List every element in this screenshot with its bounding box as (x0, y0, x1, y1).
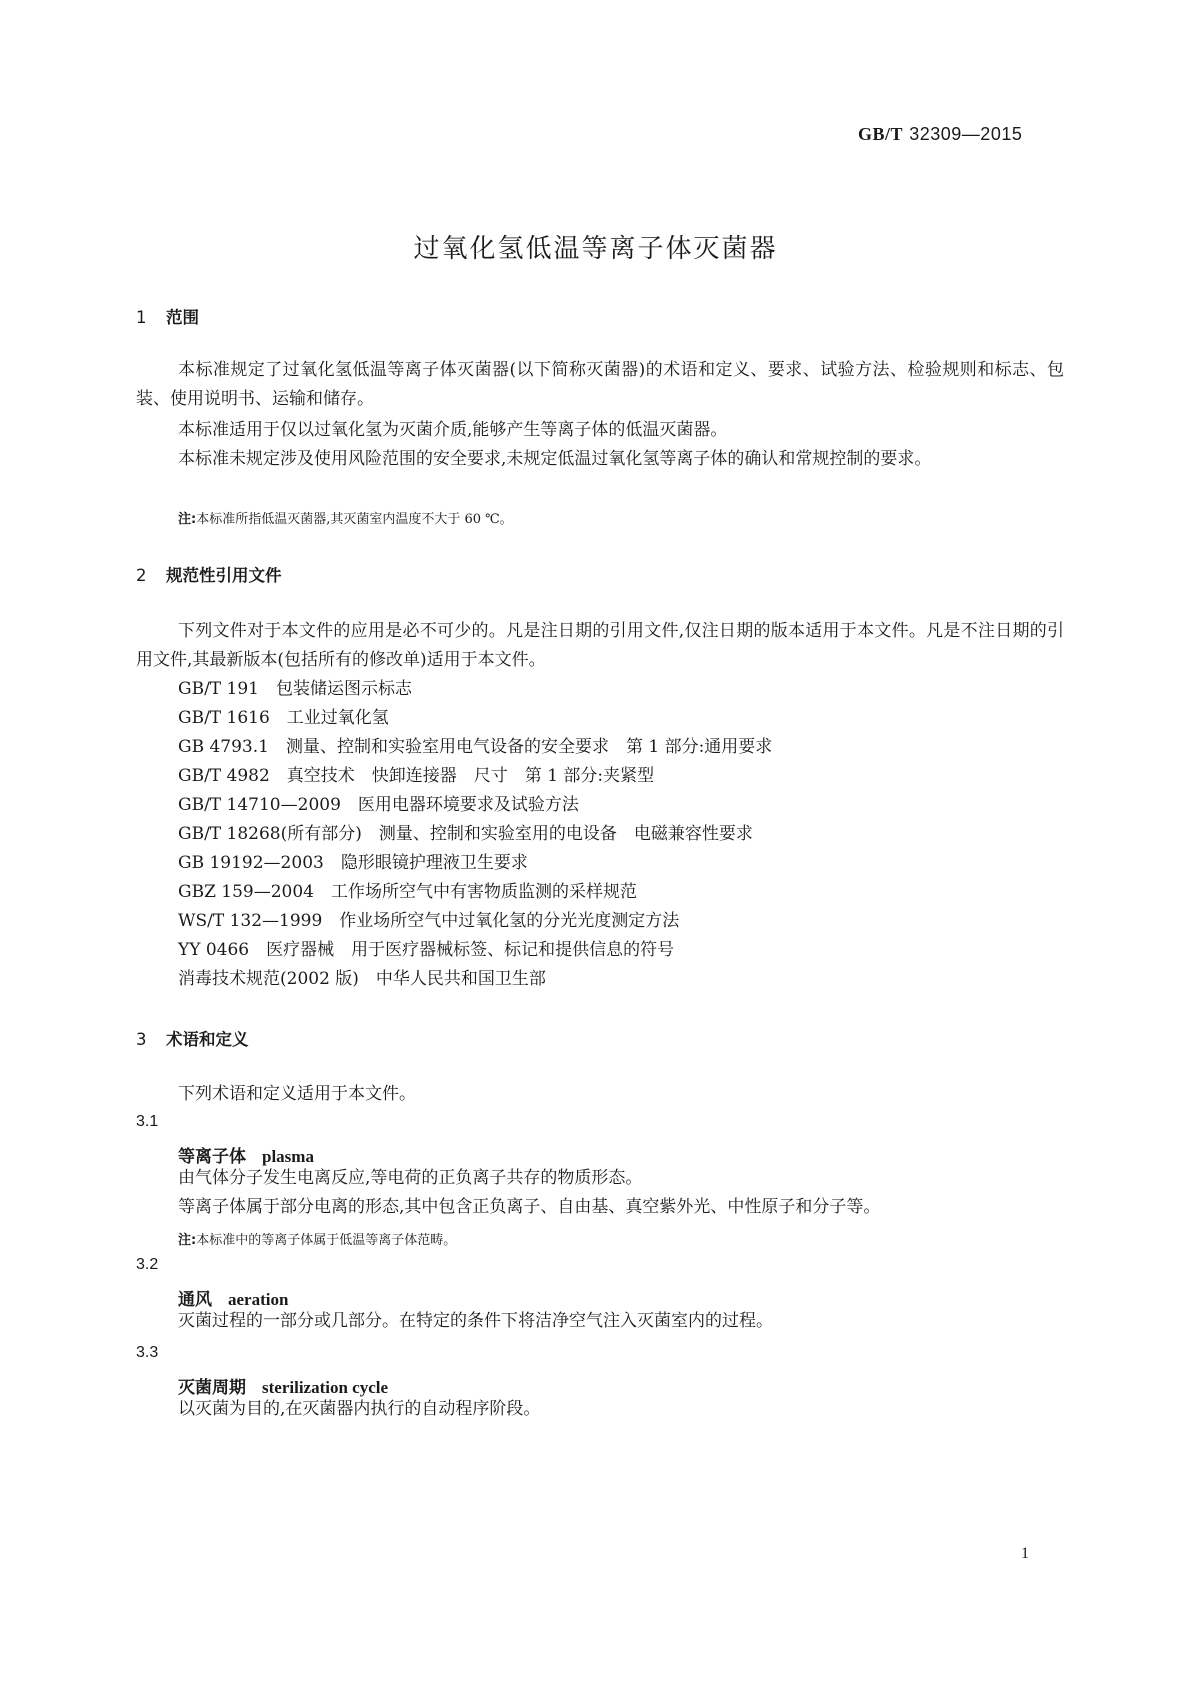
scope-note (178, 508, 513, 527)
standard-code: 32309—2015 (909, 124, 1023, 144)
standard-number (858, 124, 1022, 145)
section-title: 范围 (166, 308, 199, 327)
section-title: 规范性引用文件 (166, 566, 282, 585)
note-label: 注: (178, 512, 197, 527)
scope-paragraph-1: 本标准规定了过氧化氢低温等离子体灭菌器(以下简称灭菌器)的术语和定义、要求、试验方法、检验规则和标志、包装、使用说明书、运输和储存。 (136, 360, 1064, 409)
reference-item: 消毒技术规范(2002 版) 中华人民共和国卫生部 (178, 969, 546, 989)
reference-item: GB 4793.1 测量、控制和实验室用电气设备的安全要求 第 1 部分:通用要求 (178, 737, 773, 757)
section-2-heading (136, 562, 282, 586)
term-english: aeration (228, 1290, 289, 1309)
reference-item: GBZ 159—2004 工作场所空气中有害物质监测的采样规范 (178, 882, 637, 902)
reference-item: GB/T 191 包装储运图示标志 (178, 679, 412, 699)
reference-item: GB/T 18268(所有部分) 测量、控制和实验室用的电设备 电磁兼容性要求 (178, 824, 753, 844)
reference-item: YY 0466 医疗器械 用于医疗器械标签、标记和提供信息的符号 (178, 940, 675, 960)
section-number: 1 (136, 308, 147, 327)
term-english: sterilization cycle (262, 1378, 389, 1397)
term-definition: 以灭菌为目的,在灭菌器内执行的自动程序阶段。 (178, 1399, 541, 1419)
scope-paragraph-2: 本标准适用于仅以过氧化氢为灭菌介质,能够产生等离子体的低温灭菌器。 (178, 420, 728, 440)
reference-item: GB/T 4982 真空技术 快卸连接器 尺寸 第 1 部分:夹紧型 (178, 766, 655, 786)
reference-item: GB/T 14710—2009 医用电器环境要求及试验方法 (178, 795, 579, 815)
document-title: 过氧化氢低温等离子体灭菌器 (413, 234, 778, 264)
term-definition: 由气体分子发生电离反应,等电荷的正负离子共存的物质形态。 (178, 1168, 643, 1188)
reference-item: WS/T 132—1999 作业场所空气中过氧化氢的分光光度测定方法 (178, 911, 680, 931)
section-number: 3 (136, 1030, 147, 1049)
clause-number: 3.3 (136, 1344, 159, 1361)
reference-item: GB 19192—2003 隐形眼镜护理液卫生要求 (178, 853, 528, 873)
reference-item: GB/T 1616 工业过氧化氢 (178, 708, 389, 728)
section-1-heading (136, 304, 199, 328)
note-text: 本标准中的等离子体属于低温等离子体范畴。 (196, 1233, 457, 1248)
section-number: 2 (136, 566, 147, 585)
term-chinese: 灭菌周期 (178, 1378, 246, 1398)
term-english: plasma (262, 1147, 314, 1166)
section-3-heading (136, 1026, 249, 1050)
scope-paragraph-3: 本标准未规定涉及使用风险范围的安全要求,未规定低温过氧化氢等离子体的确认和常规控制的要求。 (178, 449, 932, 469)
term-note (178, 1229, 456, 1248)
clause-number: 3.1 (136, 1113, 159, 1130)
term-definition: 等离子体属于部分电离的形态,其中包含正负离子、自由基、真空紫外光、中性原子和分子等。 (178, 1197, 881, 1217)
note-text: 本标准所指低温灭菌器,其灭菌室内温度不大于 60 ℃。 (196, 512, 513, 527)
standard-prefix: GB/T (858, 124, 904, 144)
term-chinese: 等离子体 (178, 1147, 246, 1167)
refs-intro: 下列文件对于本文件的应用是必不可少的。凡是注日期的引用文件,仅注日期的版本适用于本文件。凡是不注日期的引用文件,其最新版本(包括所有的修改单)适用于本文件。 (136, 621, 1064, 670)
note-label: 注: (178, 1233, 197, 1248)
term-chinese: 通风 (178, 1290, 212, 1310)
section-title: 术语和定义 (166, 1030, 249, 1049)
term-definition: 灭菌过程的一部分或几部分。在特定的条件下将洁净空气注入灭菌室内的过程。 (178, 1311, 773, 1331)
terms-intro: 下列术语和定义适用于本文件。 (178, 1084, 416, 1104)
page-number: 1 (1021, 1545, 1029, 1562)
clause-number: 3.2 (136, 1256, 159, 1273)
